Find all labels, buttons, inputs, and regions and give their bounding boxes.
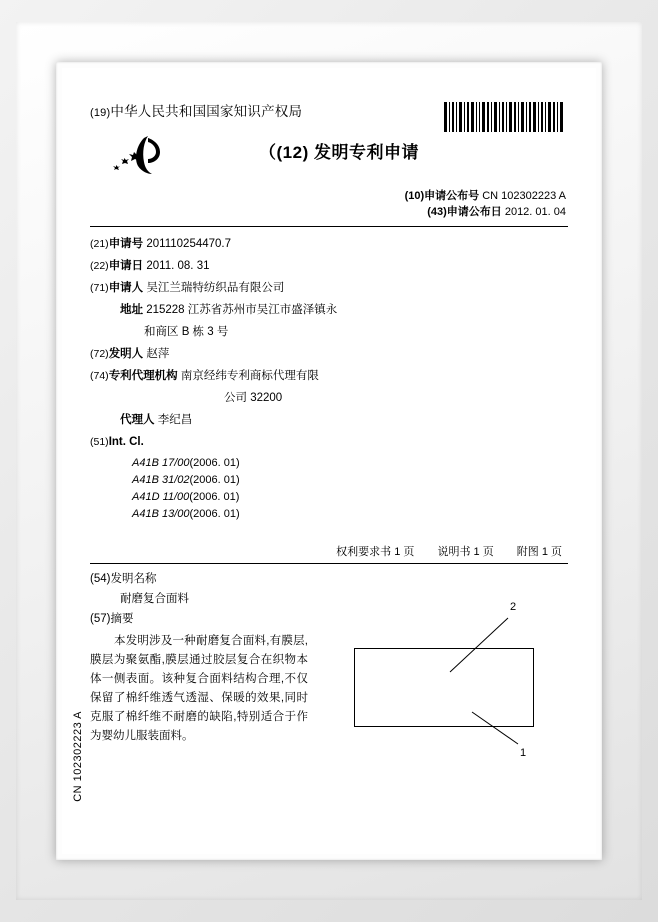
address-line1: 215228 江苏省苏州市吴江市盛泽镇永 <box>146 304 338 316</box>
ipc-version-4: (2006. 01) <box>189 508 240 520</box>
inventor-label: 发明人 <box>108 348 144 360</box>
drawings-count: 附图 1 页 <box>516 546 562 558</box>
figure-drawing <box>332 596 564 759</box>
figure-label-1: 1 <box>520 747 527 759</box>
publication-date-line <box>90 204 566 220</box>
application-date-label: 申请日 <box>108 260 144 272</box>
publication-date-label: 申请公布日 <box>446 206 502 218</box>
application-number-code: (21) <box>90 238 109 250</box>
inventor-code: (72) <box>90 348 109 360</box>
ipc-entry-1 <box>90 455 568 472</box>
ipc-class-4: A41B 13/00 <box>132 508 190 520</box>
publication-number-value: CN 102302223 A <box>482 190 566 202</box>
figure-label-2: 2 <box>510 601 517 613</box>
application-number-value: 201110254470.7 <box>146 238 232 250</box>
field-address <box>90 301 568 320</box>
field-agency <box>90 367 568 386</box>
ipc-entry-3 <box>90 489 568 506</box>
field-application-number <box>90 235 568 254</box>
ipc-entry-2 <box>90 472 568 489</box>
applicant-value: 吴江兰瑞特纺织品有限公司 <box>146 282 285 294</box>
applicant-code: (71) <box>90 282 109 294</box>
agency-label: 专利代理机构 <box>108 370 178 382</box>
abstract-label: 摘要 <box>110 613 134 625</box>
ipc-entry-4 <box>90 506 568 523</box>
ipc-class-1: A41B 17/00 <box>132 457 190 469</box>
application-number-label: 申请号 <box>108 238 144 250</box>
bibliographic-block <box>90 235 568 523</box>
office-code: (19) <box>90 107 111 119</box>
ipc-version-2: (2006. 01) <box>189 474 240 486</box>
publication-number-line <box>90 188 566 204</box>
invention-code: (54) <box>90 573 111 585</box>
applicant-label: 申请人 <box>108 282 144 294</box>
application-date-value: 2011. 08. 31 <box>146 260 210 272</box>
ipc-label: Int. Cl. <box>108 436 144 448</box>
application-date-code: (22) <box>90 260 109 272</box>
address-line2-row <box>90 323 568 342</box>
page-content <box>90 100 568 822</box>
figure-leader-lines <box>332 596 564 756</box>
field-application-date <box>90 257 568 276</box>
claims-count: 权利要求书 1 页 <box>336 546 415 558</box>
ipc-class-3: A41D 11/00 <box>132 491 190 503</box>
ipc-code: (51) <box>90 436 109 448</box>
sipo-logo-icon <box>104 132 182 178</box>
agency-line2: 公司 32200 <box>224 392 283 404</box>
barcode <box>444 102 566 132</box>
publication-date-value: 2012. 01. 04 <box>504 206 566 218</box>
ipc-class-2: A41B 31/02 <box>132 474 190 486</box>
agency-line1: 南京经纬专利商标代理有限 <box>180 370 319 382</box>
publication-number-label: 申请公布号 <box>424 190 480 202</box>
office-name: 中华人民共和国国家知识产权局 <box>110 104 303 119</box>
invention-label: 发明名称 <box>110 573 157 585</box>
field-invention-title <box>90 570 568 588</box>
field-applicant <box>90 279 568 298</box>
description-count: 说明书 1 页 <box>437 546 494 558</box>
publication-date-code: (43) <box>427 206 447 218</box>
title-row <box>90 138 568 184</box>
abstract-code: (57) <box>90 613 111 625</box>
ipc-version-1: (2006. 01) <box>189 457 240 469</box>
abstract-text: 本发明涉及一种耐磨复合面料,有膜层,膜层为聚氨酯,膜层通过胶层复合在织物本体一侧表面。该种复合面料结构合理,不仅保留了棉纤维透气透湿、保暖的效果,同时克服了棉纤维不耐磨的缺陷,特别适合于作为婴幼儿服装面料。 <box>90 635 308 742</box>
title-code: (12) <box>276 143 309 162</box>
publication-info <box>90 188 568 220</box>
field-inventor <box>90 345 568 364</box>
ipc-version-3: (2006. 01) <box>189 491 240 503</box>
header-divider <box>90 226 568 227</box>
invention-title-value: 耐磨复合面料 <box>120 593 189 605</box>
counts-divider <box>90 563 568 564</box>
page-title: （(12) 发明专利申请 <box>259 143 419 162</box>
agency-code: (74) <box>90 370 109 382</box>
agency-line2-row <box>90 389 568 408</box>
field-agent <box>90 411 568 430</box>
page-counts <box>90 543 568 559</box>
inventor-value: 赵萍 <box>146 348 170 360</box>
agent-value: 李纪昌 <box>157 414 193 426</box>
address-line2: 和商区 B 栋 3 号 <box>144 326 229 338</box>
patent-document-page <box>62 68 596 854</box>
abstract-column <box>90 632 308 746</box>
agent-label: 代理人 <box>120 414 155 426</box>
lower-section <box>90 570 568 810</box>
title-text: 发明专利申请 <box>313 143 419 162</box>
side-publication-code: CN 102302223 A <box>72 711 84 802</box>
publication-number-code: (10) <box>404 190 425 202</box>
address-label: 地址 <box>120 304 143 316</box>
field-ipc <box>90 433 568 452</box>
